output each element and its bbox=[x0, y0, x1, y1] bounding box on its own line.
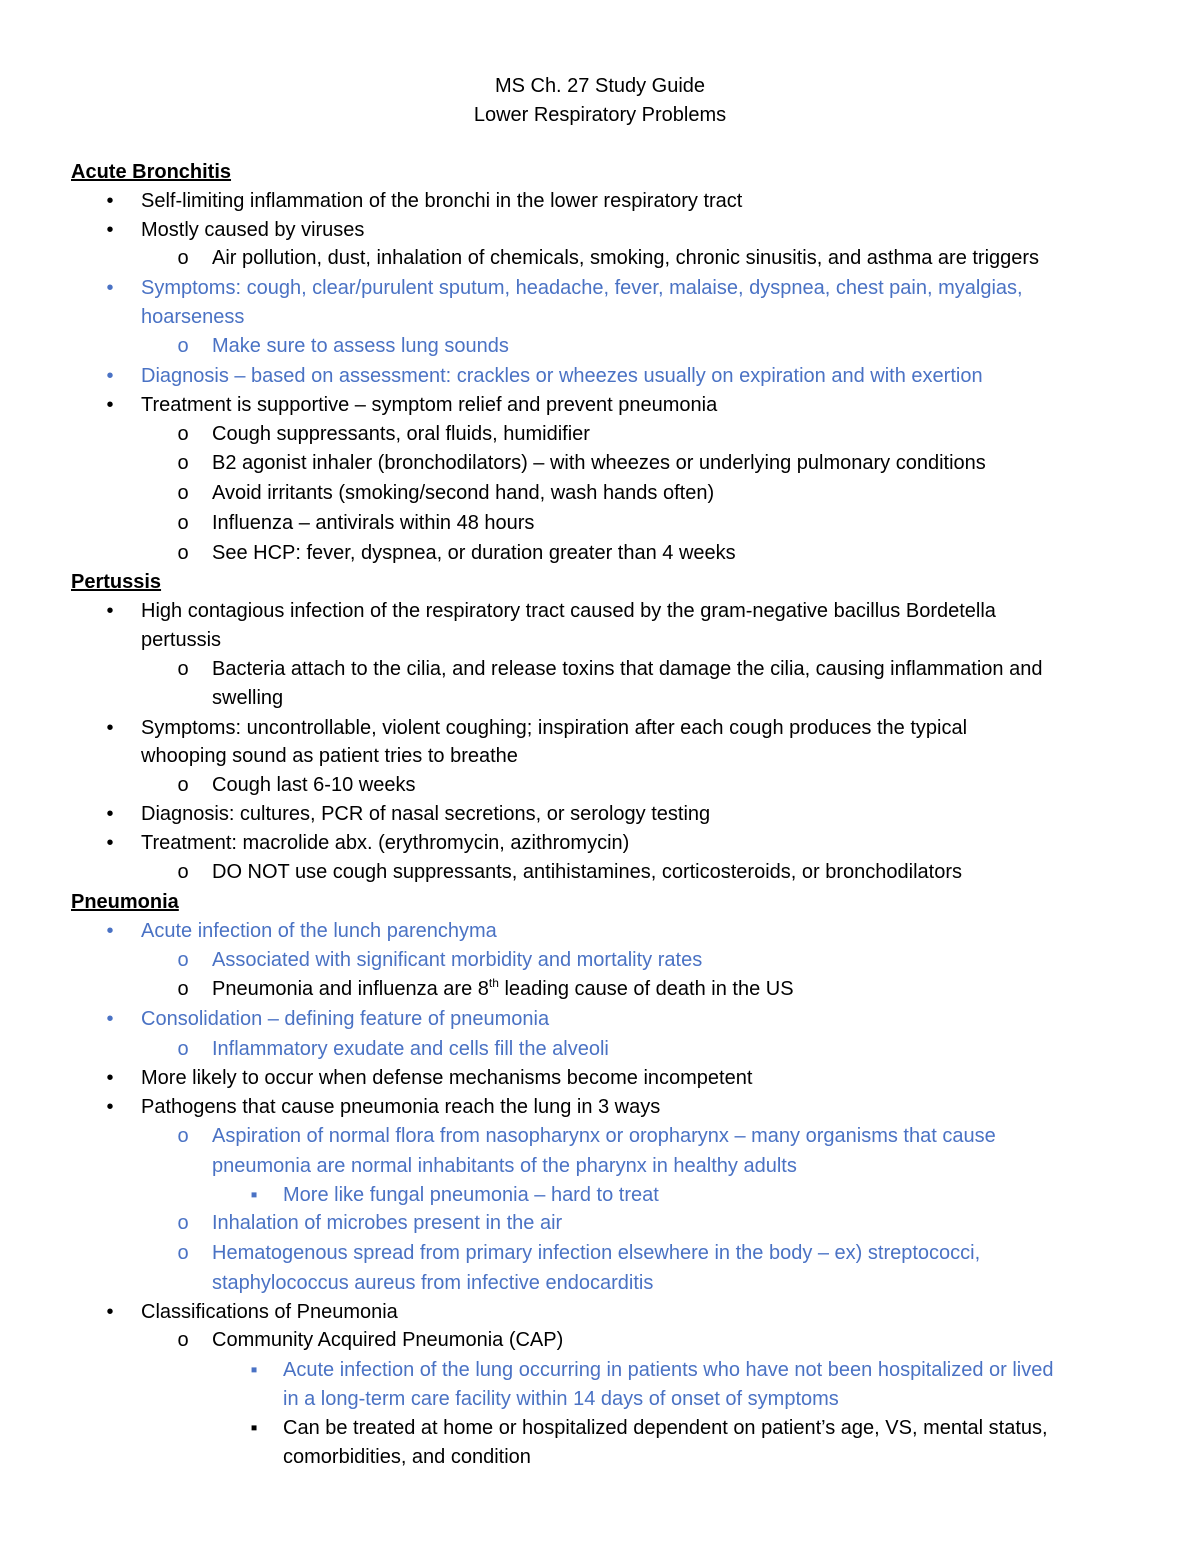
bullet-marker: • bbox=[106, 717, 114, 739]
sub-list-item: Cough suppressants, oral fluids, humidifier bbox=[212, 423, 590, 445]
sub-list-item: Avoid irritants (smoking/second hand, wash hands often) bbox=[212, 482, 715, 504]
list-item: Treatment: macrolide abx. (erythromycin, azithromycin) bbox=[141, 832, 630, 854]
section-heading-pertussis: Pertussis bbox=[71, 571, 162, 593]
sub-sub-list-item-continuation: in a long-term care facility within 14 days of onset of symptoms bbox=[283, 1388, 839, 1410]
sub-bullet-marker: o bbox=[177, 1329, 189, 1351]
bullet-marker: • bbox=[106, 832, 114, 854]
sub-bullet-marker: o bbox=[177, 774, 189, 796]
list-item: High contagious infection of the respiratory tract caused by the gram-negative bacillus Bordetella bbox=[141, 600, 996, 622]
bullet-marker: • bbox=[106, 365, 114, 387]
sub-list-item: Aspiration of normal flora from nasopharynx or oropharynx – many organisms that cause bbox=[212, 1125, 996, 1147]
list-item: Mostly caused by viruses bbox=[141, 219, 365, 241]
list-item: More likely to occur when defense mechanisms become incompetent bbox=[141, 1067, 753, 1089]
bullet-marker: • bbox=[106, 190, 114, 212]
sub-bullet-marker: o bbox=[177, 861, 189, 883]
list-item-continuation: whooping sound as patient tries to breathe bbox=[141, 745, 518, 767]
sub-list-item: Air pollution, dust, inhalation of chemicals, smoking, chronic sinusitis, and asthma are triggers bbox=[212, 247, 1040, 269]
page-subtitle: Lower Respiratory Problems bbox=[473, 104, 727, 126]
bullet-marker: • bbox=[106, 803, 114, 825]
sub-bullet-marker: o bbox=[177, 658, 189, 680]
sub-list-item: B2 agonist inhaler (bronchodilators) – with wheezes or underlying pulmonary conditions bbox=[212, 452, 986, 474]
sub-list-item-continuation: staphylococcus aureus from infective endocarditis bbox=[212, 1272, 654, 1294]
sub-list-item: Make sure to assess lung sounds bbox=[212, 335, 509, 357]
sub-list-item: DO NOT use cough suppressants, antihistamines, corticosteroids, or bronchodilators bbox=[212, 861, 962, 883]
bullet-marker: • bbox=[106, 600, 114, 622]
sub-list-item bbox=[212, 977, 794, 1001]
bullet-marker: • bbox=[106, 219, 114, 241]
section-heading-acute-bronchitis: Acute Bronchitis bbox=[71, 161, 232, 183]
list-item: Diagnosis – based on assessment: crackles or wheezes usually on expiration and with exertion bbox=[141, 365, 983, 387]
sub-bullet-marker: o bbox=[177, 1125, 189, 1147]
square-bullet-marker: ▪ bbox=[250, 1417, 258, 1439]
sub-list-item: Influenza – antivirals within 48 hours bbox=[212, 512, 535, 534]
sub-list-item: Hematogenous spread from primary infection elsewhere in the body – ex) streptococci, bbox=[212, 1242, 981, 1264]
sub-bullet-marker: o bbox=[177, 542, 189, 564]
page-title: MS Ch. 27 Study Guide bbox=[494, 75, 706, 97]
sub-bullet-marker: o bbox=[177, 482, 189, 504]
list-item: Diagnosis: cultures, PCR of nasal secretions, or serology testing bbox=[141, 803, 711, 825]
sub-bullet-marker: o bbox=[177, 1242, 189, 1264]
sub-bullet-marker: o bbox=[177, 423, 189, 445]
sub-bullet-marker: o bbox=[177, 512, 189, 534]
sub-bullet-marker: o bbox=[177, 1038, 189, 1060]
sub-list-item-continuation: pneumonia are normal inhabitants of the pharynx in healthy adults bbox=[212, 1155, 797, 1177]
sub-list-item: Cough last 6-10 weeks bbox=[212, 774, 416, 796]
list-item: Acute infection of the lunch parenchyma bbox=[141, 920, 497, 942]
list-item: Self-limiting inflammation of the bronchi in the lower respiratory tract bbox=[141, 190, 743, 212]
sub-list-item: Inflammatory exudate and cells fill the alveoli bbox=[212, 1038, 609, 1060]
sub-list-item-continuation: swelling bbox=[212, 687, 284, 709]
sub-bullet-marker: o bbox=[177, 452, 189, 474]
bullet-marker: • bbox=[106, 394, 114, 416]
sub-bullet-marker: o bbox=[177, 978, 189, 1000]
list-item-continuation: hoarseness bbox=[141, 306, 245, 328]
list-item-continuation: pertussis bbox=[141, 629, 222, 651]
text-run: Pneumonia and influenza are 8 bbox=[212, 978, 489, 1000]
list-item: Treatment is supportive – symptom relief and prevent pneumonia bbox=[141, 394, 718, 416]
list-item: Symptoms: uncontrollable, violent coughing; inspiration after each cough produces the typical bbox=[141, 717, 968, 739]
text-run: leading cause of death in the US bbox=[498, 978, 794, 1000]
list-item: Classifications of Pneumonia bbox=[141, 1301, 398, 1323]
list-item: Pathogens that cause pneumonia reach the lung in 3 ways bbox=[141, 1096, 661, 1118]
sub-sub-list-item: Acute infection of the lung occurring in patients who have not been hospitalized or lived bbox=[283, 1359, 1054, 1381]
square-bullet-marker: ▪ bbox=[250, 1359, 258, 1381]
bullet-marker: • bbox=[106, 1096, 114, 1118]
sub-list-item: Associated with significant morbidity and mortality rates bbox=[212, 949, 703, 971]
sub-list-item: See HCP: fever, dyspnea, or duration greater than 4 weeks bbox=[212, 542, 736, 564]
sub-sub-list-item: Can be treated at home or hospitalized dependent on patient’s age, VS, mental status, bbox=[283, 1417, 1048, 1439]
section-heading-pneumonia: Pneumonia bbox=[71, 891, 179, 913]
sub-bullet-marker: o bbox=[177, 247, 189, 269]
sub-sub-list-item: More like fungal pneumonia – hard to treat bbox=[283, 1184, 659, 1206]
sub-list-item: Bacteria attach to the cilia, and release toxins that damage the cilia, causing inflammation and bbox=[212, 658, 1043, 680]
bullet-marker: • bbox=[106, 1008, 114, 1030]
square-bullet-marker: ▪ bbox=[250, 1184, 258, 1206]
bullet-marker: • bbox=[106, 1301, 114, 1323]
sub-list-item: Community Acquired Pneumonia (CAP) bbox=[212, 1329, 564, 1351]
bullet-marker: • bbox=[106, 1067, 114, 1089]
sub-bullet-marker: o bbox=[177, 1212, 189, 1234]
superscript: th bbox=[488, 976, 499, 990]
bullet-marker: • bbox=[106, 277, 114, 299]
sub-bullet-marker: o bbox=[177, 949, 189, 971]
sub-sub-list-item-continuation: comorbidities, and condition bbox=[283, 1446, 531, 1468]
sub-list-item: Inhalation of microbes present in the air bbox=[212, 1212, 563, 1234]
list-item: Consolidation – defining feature of pneumonia bbox=[141, 1008, 550, 1030]
sub-bullet-marker: o bbox=[177, 335, 189, 357]
list-item: Symptoms: cough, clear/purulent sputum, headache, fever, malaise, dyspnea, chest pain, myalgias, bbox=[141, 277, 1023, 299]
bullet-marker: • bbox=[106, 920, 114, 942]
